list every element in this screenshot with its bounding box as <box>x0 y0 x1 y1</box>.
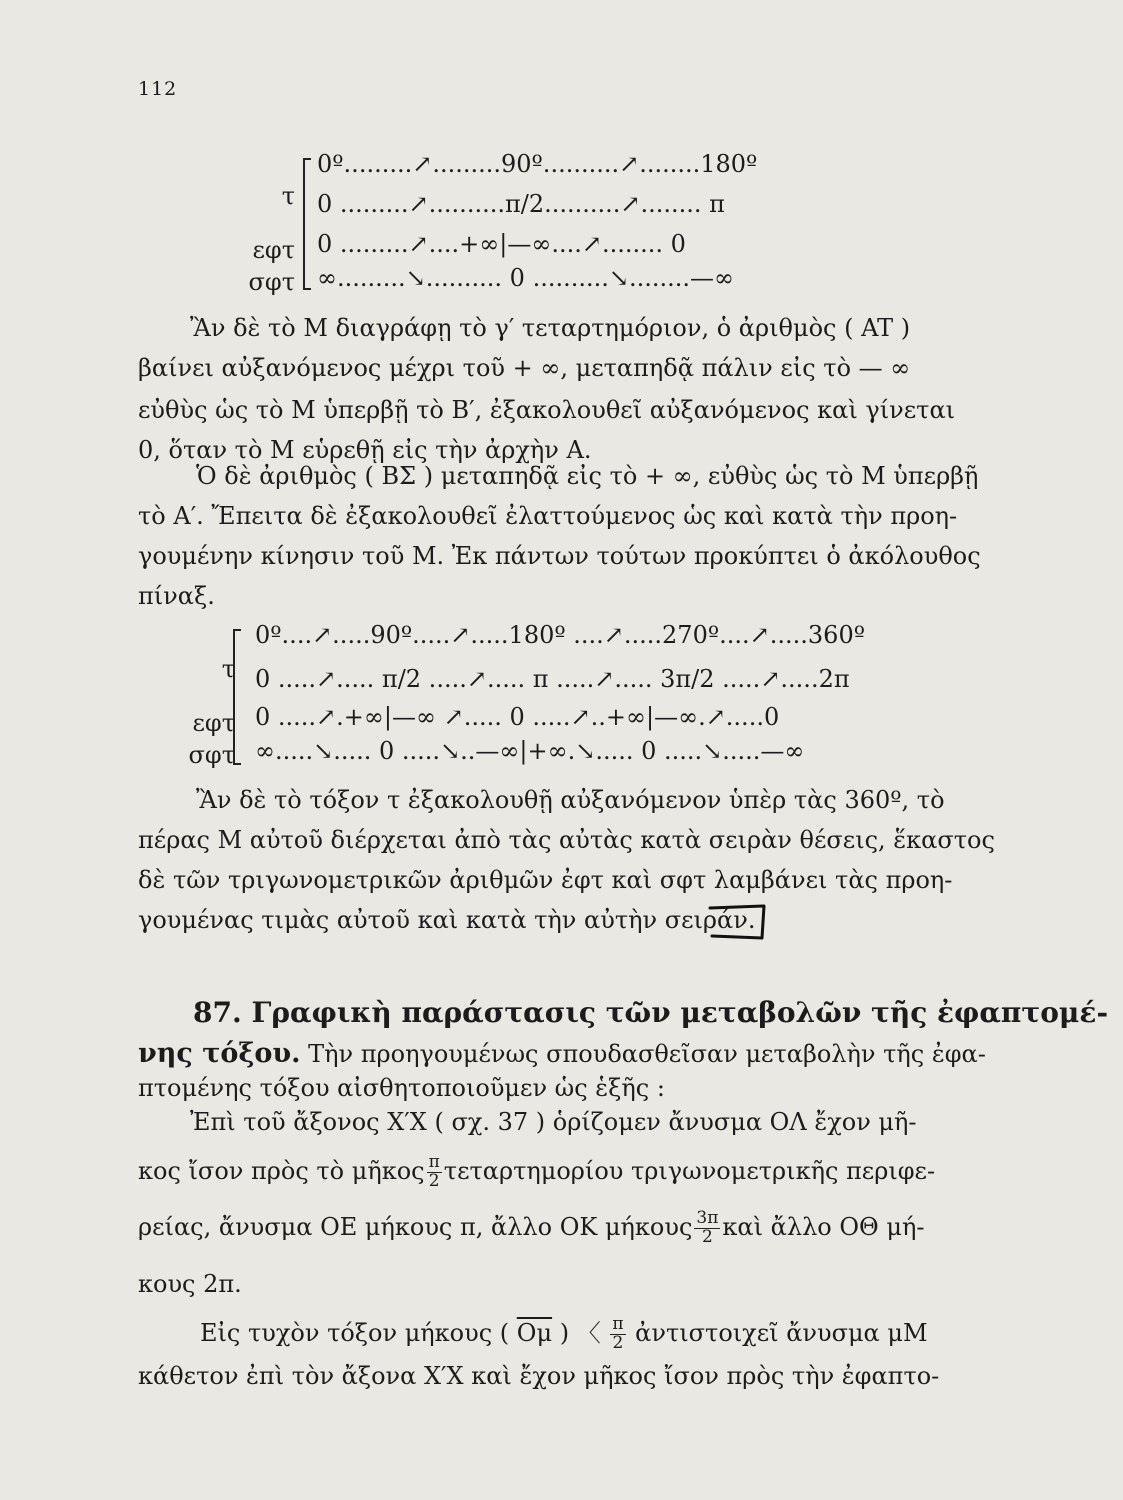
table-row: 0 .........↗....+∞|—∞....↗........ 0 <box>317 230 686 258</box>
fraction-3pi-over-2: $\frac{3\pi}{2}$ <box>696 1208 719 1247</box>
table-brace <box>233 629 235 765</box>
row-label-eft: εφτ <box>192 709 235 737</box>
handwritten-bracket-mark <box>706 898 776 948</box>
section-heading-end: νης τόξου. <box>138 1038 301 1069</box>
text-line-with-fraction: ρείας, ἄνυσμα ΟΕ μήκους π, ἄλλο ΟΚ μήκους $\frac{3\pi}{2}$ καὶ ἄλλο ΟΘ μή- <box>138 1208 925 1247</box>
section-heading: 87. Γραφικὴ παράστασις τῶν μεταβολῶν τῆς ἐφαπτομέ- <box>193 996 1109 1029</box>
page-number: 112 <box>138 78 178 100</box>
table-row: 0 .........↗..........π/2..........↗........ π <box>317 190 725 218</box>
row-label-t: τ <box>221 655 235 683</box>
text-line-with-fraction: Εἰς τυχὸν τόξον μήκους ( $\overline{O\mu}$ ) 〈 $\frac{\pi}{2}$ ἀντιστοιχεῖ ἄνυσμα μΜ <box>200 1314 928 1353</box>
text-line: πίναξ. <box>138 582 215 610</box>
text-line: Ἐπὶ τοῦ ἄξονος Χ′Χ ( σχ. 37 ) ὁρίζομεν ἄνυσμα ΟΛ ἔχον μῆ- <box>190 1108 917 1136</box>
text-line: εὐθὺς ὡς τὸ Μ ὑπερβῇ τὸ Β′, ἐξακολουθεῖ αὐξανόμενος καὶ γίνεται <box>138 396 956 424</box>
text-line-with-fraction: κος ἴσον πρὸς τὸ μῆκος $\frac{\pi}{2}$ τεταρτημορίου τριγωνομετρικῆς περιφε- <box>138 1152 936 1191</box>
arc-om: $\overline{O\mu}$ <box>516 1318 553 1347</box>
row-label-eft: εφτ <box>252 236 295 264</box>
table-row: ∞.....↘..... 0 .....↘..—∞|+∞.↘..... 0 .....↘.....—∞ <box>255 737 805 765</box>
row-label-sft: σφτ <box>248 268 295 296</box>
table-row: 0 .....↗.+∞|—∞ ↗..... 0 .....↗..+∞|—∞.↗.....0 <box>255 703 780 731</box>
text-line: βαίνει αὐξανόμενος μέχρι τοῦ + ∞, μεταπηδᾷ πάλιν εἰς τὸ — ∞ <box>138 354 911 382</box>
text-line: πέρας Μ αὐτοῦ διέρχεται ἀπὸ τὰς αὐτὰς κατὰ σειρὰν θέσεις, ἕκαστος <box>138 826 995 854</box>
text-line: Ὁ δὲ ἀριθμὸς ( ΒΣ ) μεταπηδᾷ εἰς τὸ + ∞, εὐθὺς ὡς τὸ Μ ὑπερβῇ <box>196 462 979 490</box>
text-line: Ἂν δὲ τὸ τόξον τ ἐξακολουθῇ αὐξανόμενον ὑπὲρ τὰς 360º, τὸ <box>196 786 945 814</box>
text-line: δὲ τῶν τριγωνομετρικῶν ἀριθμῶν ἐφτ καὶ σφτ λαμβάνει τὰς προη- <box>138 866 953 894</box>
text-line: γουμένας τιμὰς αὐτοῦ καὶ κατὰ τὴν αὐτὴν σειράν. <box>138 906 756 934</box>
text-line: γουμένην κίνησιν τοῦ Μ. Ἐκ πάντων τούτων προκύπτει ὁ ἀκόλουθος <box>138 542 981 570</box>
text-line: κους 2π. <box>138 1270 242 1298</box>
fraction-pi-over-2: $\frac{\pi}{2}$ <box>428 1152 440 1191</box>
row-label-t: τ <box>281 182 295 210</box>
fraction-pi-over-2: $\frac{\pi}{2}$ <box>612 1314 624 1353</box>
text-line: Ἂν δὲ τὸ Μ διαγράφῃ τὸ γ′ τεταρτημόριον, ὁ ἀριθμὸς ( AT ) <box>190 314 911 342</box>
table-row: ∞.........↘.......... 0 ..........↘........—∞ <box>317 264 734 292</box>
row-label-sft: σφτ <box>188 741 235 769</box>
table-brace <box>303 158 305 290</box>
table-row: 0 .....↗..... π/2 .....↗..... π .....↗..... 3π/2 .....↗.....2π <box>255 665 850 693</box>
table-row: 0º....↗.....90º.....↗.....180º ....↗.....270º....↗.....360º <box>255 621 865 649</box>
text-line: κάθετον ἐπὶ τὸν ἄξονα Χ′Χ καὶ ἔχον μῆκος ἴσον πρὸς τὴν ἐφαπτο- <box>138 1362 940 1390</box>
text-line: 0, ὅταν τὸ Μ εὑρεθῇ εἰς τὴν ἀρχὴν Α. <box>138 436 592 464</box>
section-heading-continuation <box>138 1038 986 1069</box>
text-line: πτομένης τόξου αἰσθητοποιοῦμεν ὡς ἑξῆς : <box>138 1074 665 1102</box>
text-line: τὸ Α′. Ἔπειτα δὲ ἐξακολουθεῖ ἐλαττούμενος ὡς καὶ κατὰ τὴν προη- <box>138 502 958 530</box>
text-line: Τὴν προηγουμένως σπουδασθεῖσαν μεταβολὴν τῆς ἐφα- <box>308 1040 986 1068</box>
table-row: 0º.........↗.........90º..........↗........180º <box>317 150 758 178</box>
